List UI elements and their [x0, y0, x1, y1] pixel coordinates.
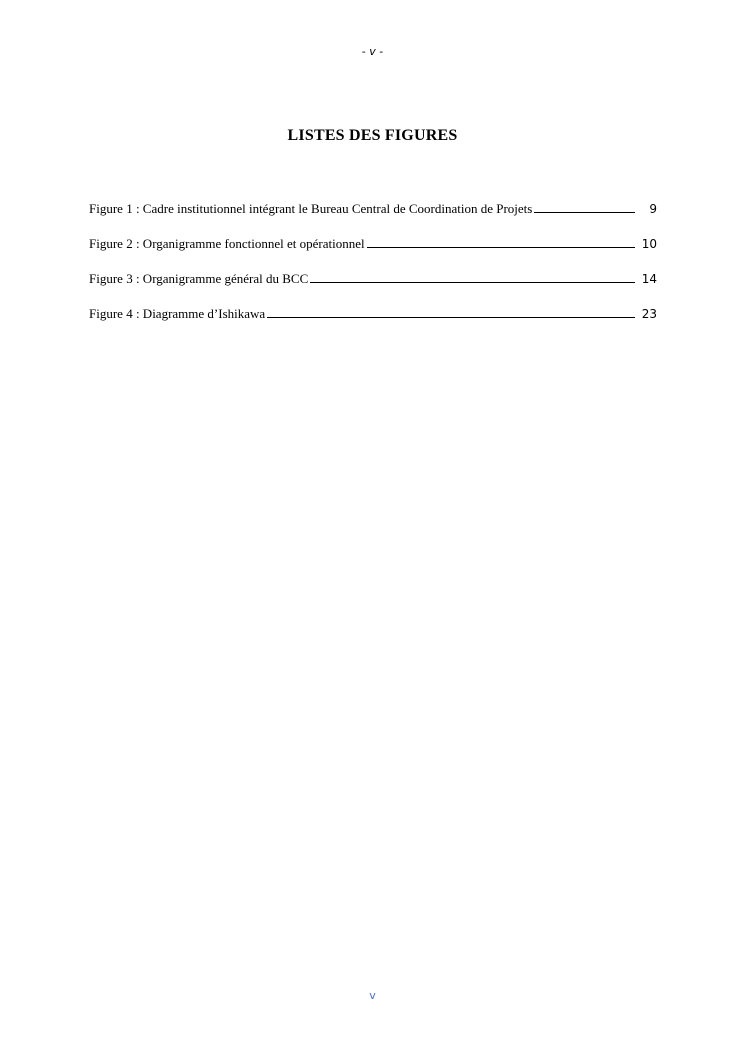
- header-prefix: -: [361, 45, 370, 58]
- figure-entry-page: 23: [641, 307, 657, 321]
- figure-entry-2[interactable]: [89, 236, 657, 271]
- footer-page-number: v: [369, 989, 376, 1002]
- header-page-number: v: [369, 45, 376, 58]
- leader-line: [310, 271, 635, 283]
- header-suffix: -: [375, 45, 384, 58]
- figure-list: [89, 201, 657, 341]
- figure-entry-label: Figure 1 : Cadre institutionnel intégrant le Bureau Central de Coordination de Projets: [89, 201, 533, 216]
- page-title: LISTES DES FIGURES: [287, 127, 458, 144]
- figure-entry-label: Figure 2 : Organigramme fonctionnel et opérationnel: [89, 236, 365, 251]
- page-footer: [0, 989, 745, 1002]
- figure-entry-label: Figure 4 : Diagramme d’Ishikawa: [89, 306, 266, 321]
- leader-line: [367, 236, 635, 248]
- leader-line: [267, 306, 635, 318]
- figure-entry-4[interactable]: [89, 306, 657, 341]
- figure-entry-page: 9: [649, 202, 657, 216]
- figure-entry-page: 10: [641, 237, 657, 251]
- figure-entry-3[interactable]: [89, 271, 657, 306]
- figure-entry-1[interactable]: [89, 201, 657, 236]
- leader-line: [534, 201, 635, 213]
- figure-entry-page: 14: [641, 272, 657, 286]
- figure-entry-label: Figure 3 : Organigramme général du BCC: [89, 271, 309, 286]
- page-header: [0, 45, 745, 58]
